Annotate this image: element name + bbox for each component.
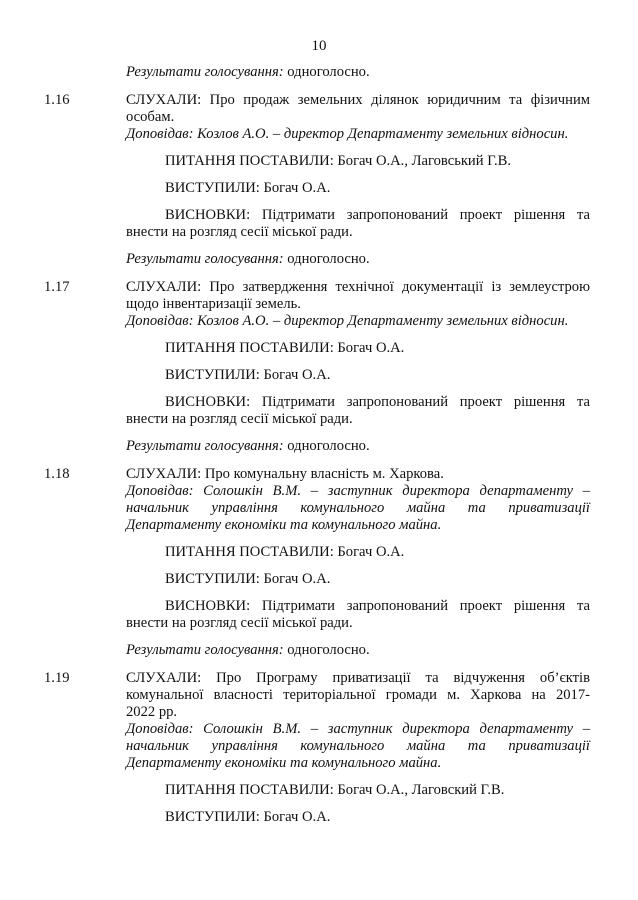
italic-text: начальник управління комунального майна та приватизації [126, 738, 590, 754]
text-run: ПИТАННЯ ПОСТАВИЛИ: Богач О.А. [165, 340, 405, 356]
text-run: одноголосно. [283, 251, 370, 267]
text-line [0, 670, 638, 687]
text-line [0, 340, 638, 357]
text-line [0, 466, 638, 483]
text-line [0, 500, 638, 517]
text-run: СЛУХАЛИ: Про продаж земельних ділянок юридичним та фізичним [126, 92, 590, 108]
text-line [0, 809, 638, 826]
italic-text: Доповідав: Козлов А.О. – директор Департаменту земельних відносин. [126, 313, 569, 329]
text-line [0, 313, 638, 330]
italic-text: Результати голосування: [126, 64, 284, 80]
text-run: одноголосно. [283, 642, 370, 658]
text-line [0, 153, 638, 170]
text-line [0, 64, 638, 81]
text-line [0, 721, 638, 738]
text-line [0, 411, 638, 428]
text-line [0, 571, 638, 588]
text-run: ВИСТУПИЛИ: Богач О.А. [165, 180, 331, 196]
text-run: ПИТАННЯ ПОСТАВИЛИ: Богач О.А. [165, 544, 405, 560]
item-number: 1.17 [44, 279, 70, 295]
italic-text: Результати голосування: [126, 251, 284, 267]
text-line [0, 92, 638, 109]
text-line [0, 224, 638, 241]
text-line [0, 394, 638, 411]
text-run: ВИСНОВКИ: Підтримати запропонований проект рішення та [165, 207, 590, 223]
text-line [0, 207, 638, 224]
text-line [0, 438, 638, 455]
page-number: 10 [311, 38, 327, 54]
italic-text: Результати голосування: [126, 438, 284, 454]
text-run: ВИСТУПИЛИ: Богач О.А. [165, 571, 331, 587]
text-run: внести на розгляд сесії міської ради. [126, 224, 353, 240]
text-line [0, 296, 638, 313]
text-line [0, 598, 638, 615]
item-number: 1.16 [44, 92, 70, 108]
text-run: внести на розгляд сесії міської ради. [126, 411, 353, 427]
text-line [0, 483, 638, 500]
text-line [0, 642, 638, 659]
text-line [0, 126, 638, 143]
text-line [0, 738, 638, 755]
item-number: 1.18 [44, 466, 70, 482]
text-run: СЛУХАЛИ: Про комунальну власність м. Харкова. [126, 466, 444, 482]
italic-text: Доповідав: Солошкін В.М. – заступник директора департаменту – [126, 721, 590, 737]
text-line [0, 544, 638, 561]
text-run: ВИСНОВКИ: Підтримати запропонований проект рішення та [165, 394, 590, 410]
text-run: ВИСТУПИЛИ: Богач О.А. [165, 809, 331, 825]
text-run: одноголосно. [283, 438, 370, 454]
text-line [0, 782, 638, 799]
text-run: СЛУХАЛИ: Про Програму приватизації та відчуження об’єктів [126, 670, 590, 686]
text-line [0, 755, 638, 772]
text-run: особам. [126, 109, 175, 125]
text-run: ПИТАННЯ ПОСТАВИЛИ: Богач О.А., Лаговський Г.В. [165, 153, 512, 169]
text-run: 2022 рр. [126, 704, 178, 720]
text-line [0, 687, 638, 704]
text-run: ПИТАННЯ ПОСТАВИЛИ: Богач О.А., Лаговский Г.В. [165, 782, 505, 798]
italic-text: Департаменту економіки та комунального майна. [126, 755, 442, 771]
text-run: щодо інвентаризації земель. [126, 296, 301, 312]
italic-text: Департаменту економіки та комунального майна. [126, 517, 442, 533]
italic-text: Доповідав: Солошкін В.М. – заступник директора департаменту – [126, 483, 590, 499]
text-run: ВИСНОВКИ: Підтримати запропонований проект рішення та [165, 598, 590, 614]
text-line [0, 615, 638, 632]
text-run: СЛУХАЛИ: Про затвердження технічної документації із землеустрою [126, 279, 590, 295]
text-run: внести на розгляд сесії міської ради. [126, 615, 353, 631]
text-line [0, 180, 638, 197]
text-line [0, 109, 638, 126]
italic-text: Доповідав: Козлов А.О. – директор Департаменту земельних відносин. [126, 126, 569, 142]
text-line [0, 517, 638, 534]
italic-text: начальник управління комунального майна та приватизації [126, 500, 590, 516]
italic-text: Результати голосування: [126, 642, 284, 658]
text-line [0, 251, 638, 268]
text-run: ВИСТУПИЛИ: Богач О.А. [165, 367, 331, 383]
text-run: комунальної власності територіальної громади м. Харкова на 2017- [126, 687, 590, 703]
text-run: одноголосно. [283, 64, 370, 80]
text-line [0, 704, 638, 721]
item-number: 1.19 [44, 670, 70, 686]
text-line [0, 367, 638, 384]
text-line [0, 279, 638, 296]
